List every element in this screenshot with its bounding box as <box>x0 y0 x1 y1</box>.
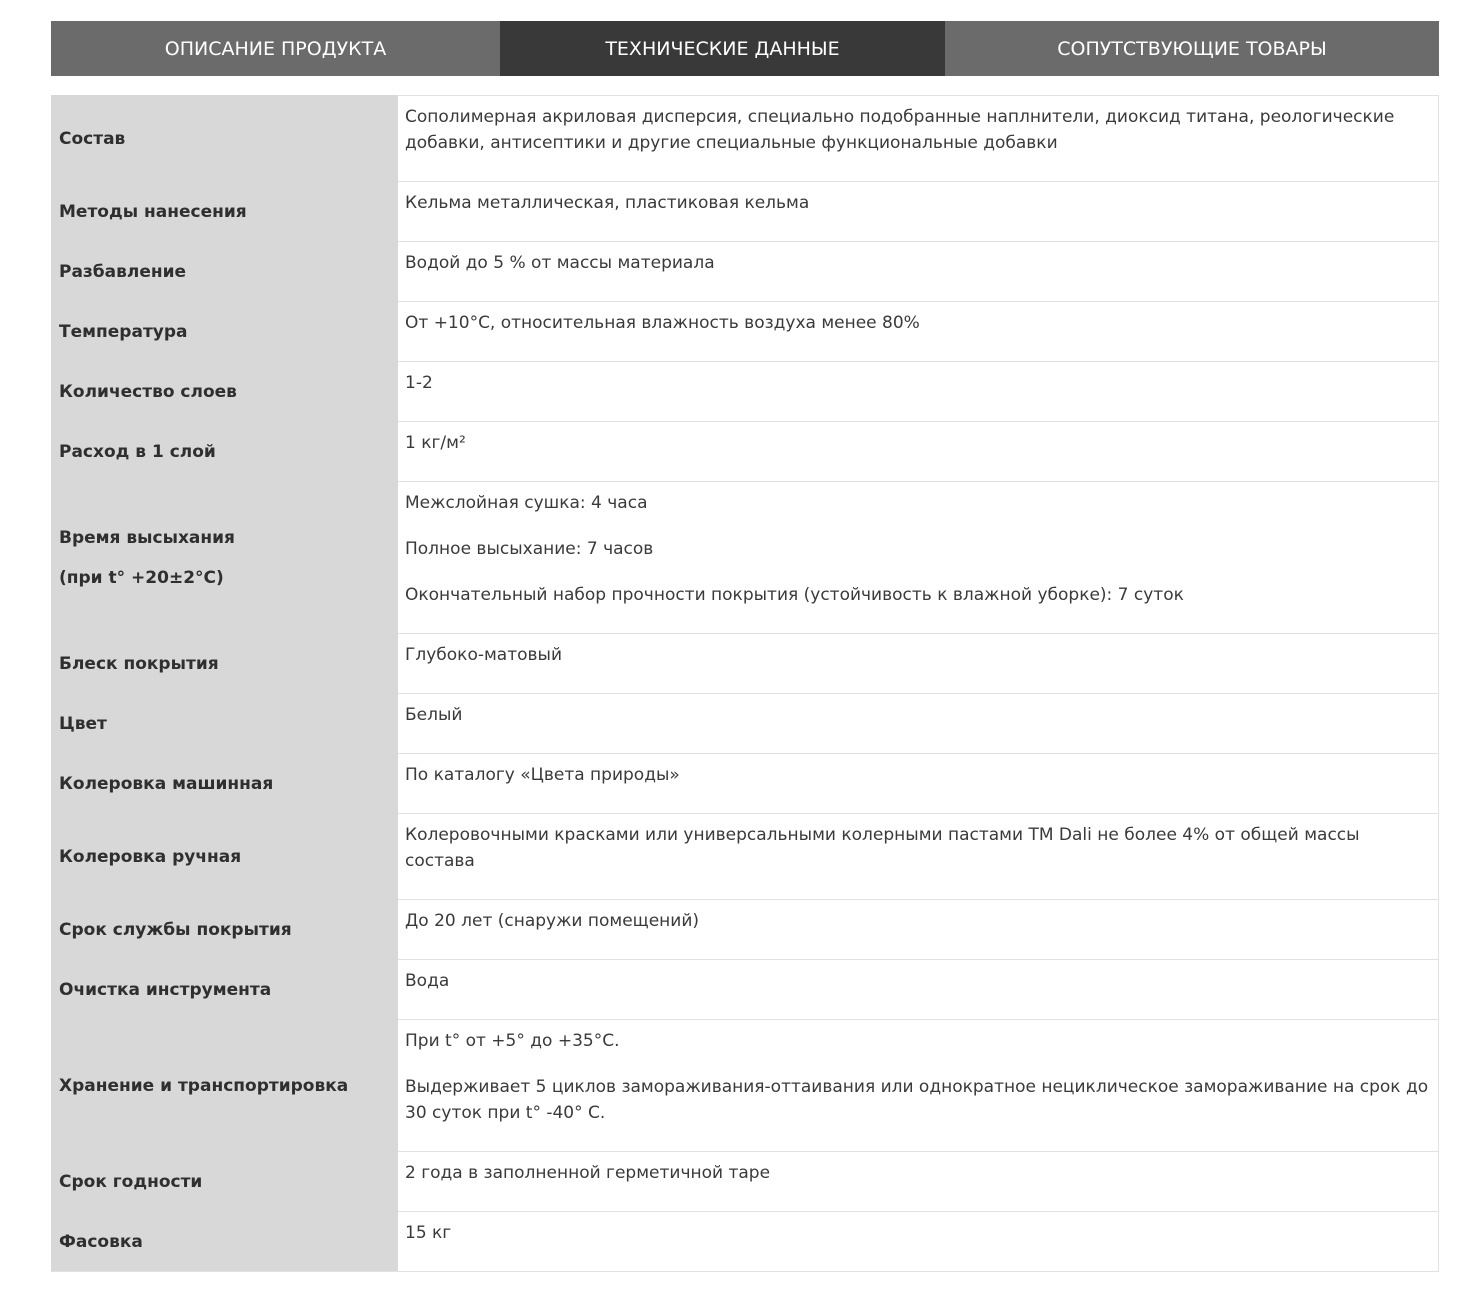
spec-label: Цвет <box>51 694 398 754</box>
spec-value: Водой до 5 % от массы материала <box>398 242 1439 302</box>
table-row <box>51 1152 1439 1212</box>
table-row <box>51 1212 1439 1272</box>
table-row <box>51 1020 1439 1152</box>
spec-value: Сополимерная акриловая дисперсия, специально подобранные наплнители, диоксид титана, реологические добавки, антисептики и другие специальные функциональные добавки <box>398 96 1439 182</box>
spec-value: По каталогу «Цвета природы» <box>398 754 1439 814</box>
table-row <box>51 900 1439 960</box>
spec-value: Белый <box>398 694 1439 754</box>
spec-value: Вода <box>398 960 1439 1020</box>
table-row <box>51 482 1439 634</box>
spec-value: Межслойная сушка: 4 часа Полное высыхание: 7 часов Окончательный набор прочности покрытия (устойчивость к влажной уборке): 7 суток <box>398 482 1439 634</box>
spec-value: 2 года в заполненной герметичной таре <box>398 1152 1439 1212</box>
spec-label: Состав <box>51 96 398 182</box>
spec-label: Методы нанесения <box>51 182 398 242</box>
table-row <box>51 694 1439 754</box>
tab-technical-data[interactable]: ТЕХНИЧЕСКИЕ ДАННЫЕ <box>500 21 945 76</box>
tab-product-description[interactable]: ОПИСАНИЕ ПРОДУКТА <box>51 21 500 76</box>
table-row <box>51 634 1439 694</box>
table-row <box>51 422 1439 482</box>
spec-label: Фасовка <box>51 1212 398 1272</box>
tab-related-products[interactable]: СОПУТСТВУЮЩИЕ ТОВАРЫ <box>945 21 1439 76</box>
spec-value: Кельма металлическая, пластиковая кельма <box>398 182 1439 242</box>
spec-value: 1-2 <box>398 362 1439 422</box>
technical-specs-table <box>51 95 1439 1272</box>
spec-value: От +10°С, относительная влажность воздуха менее 80% <box>398 302 1439 362</box>
spec-label: Хранение и транспортировка <box>51 1020 398 1152</box>
table-row <box>51 182 1439 242</box>
spec-value: До 20 лет (снаружи помещений) <box>398 900 1439 960</box>
spec-value: 1 кг/м² <box>398 422 1439 482</box>
spec-label: Количество слоев <box>51 362 398 422</box>
spec-label: Очистка инструмента <box>51 960 398 1020</box>
spec-label: Разбавление <box>51 242 398 302</box>
table-row <box>51 362 1439 422</box>
table-row <box>51 242 1439 302</box>
table-row <box>51 754 1439 814</box>
spec-label: Температура <box>51 302 398 362</box>
spec-label: Срок службы покрытия <box>51 900 398 960</box>
table-row <box>51 302 1439 362</box>
tab-bar <box>51 21 1439 76</box>
spec-label: Колеровка машинная <box>51 754 398 814</box>
spec-value: Глубоко-матовый <box>398 634 1439 694</box>
spec-label: Время высыхания (при t° +20±2°С) <box>51 482 398 634</box>
table-row <box>51 960 1439 1020</box>
spec-value: При t° от +5° до +35°С. Выдерживает 5 циклов замораживания-оттаивания или однократное нециклическое замораживание на срок до 30 суток при t° -40° С. <box>398 1020 1439 1152</box>
spec-value: Колеровочными красками или универсальными колерными пастами ТМ Dali не более 4% от общей массы состава <box>398 814 1439 900</box>
spec-label: Блеск покрытия <box>51 634 398 694</box>
spec-label: Срок годности <box>51 1152 398 1212</box>
spec-value: 15 кг <box>398 1212 1439 1272</box>
spec-label: Расход в 1 слой <box>51 422 398 482</box>
table-row <box>51 814 1439 900</box>
table-row <box>51 96 1439 182</box>
spec-label: Колеровка ручная <box>51 814 398 900</box>
